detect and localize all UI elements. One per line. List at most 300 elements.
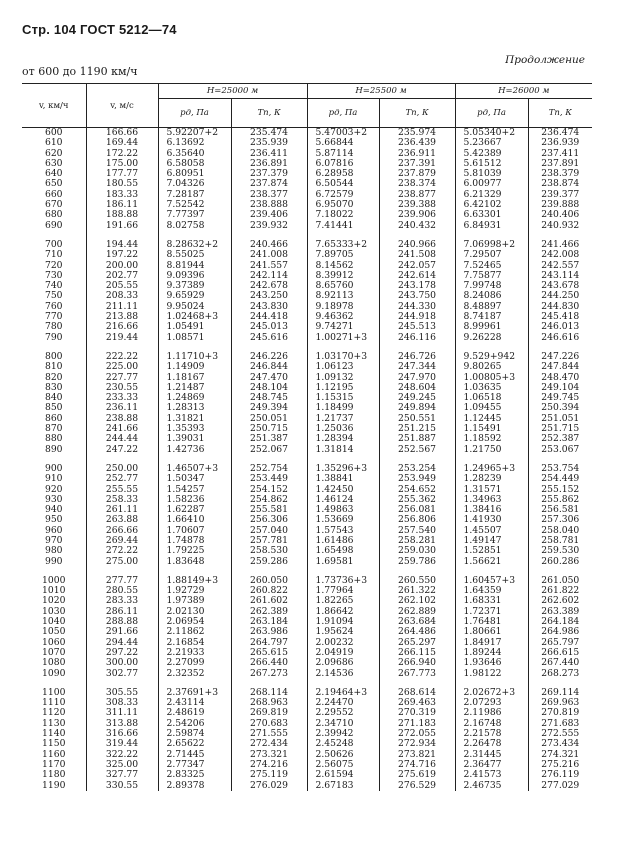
cell-temp-25000: 238.377 [231,190,307,200]
cell-speed-ms: 263.88 [86,515,158,525]
cell-pressure-26000: 1.68331 [455,596,528,606]
cell-pressure-25000: 1.79225 [158,546,231,556]
cell-temp-25500: 273.821 [379,750,455,760]
cell-temp-25000: 243.830 [231,302,307,312]
cell-temp-26000: 243.678 [528,281,592,291]
cell-temp-26000: 238.874 [528,179,592,189]
cell-speed-kmh: 1120 [42,707,66,719]
cell-pressure-26000: 1.72371 [455,607,528,617]
cell-speed-kmh: 900 [44,462,63,474]
cell-temp-25000: 265.615 [231,648,307,658]
cell-temp-25000: 236.891 [231,159,307,169]
cell-pressure-25000: 7.28187 [158,190,231,200]
cell-speed-kmh: 1050 [42,626,66,638]
cell-speed-ms: 205.55 [86,281,158,291]
cell-pressure-25500: 2.56075 [307,760,379,770]
cell-pressure-26000: 7.29507 [455,250,528,260]
cell-temp-25000: 267.273 [231,669,307,679]
cell-temp-25000: 248.104 [231,383,307,393]
cell-temp-25500: 258.281 [379,536,455,546]
cell-pressure-25500: 1.61486 [307,536,379,546]
cell-temp-26000: 275.216 [528,760,592,770]
cell-temp-26000: 254.449 [528,474,592,484]
cell-speed-kmh: 690 [44,219,63,231]
cell-pressure-25500: 5.87114 [307,149,379,159]
cell-pressure-26000: 1.93646 [455,658,528,668]
cell-temp-26000: 248.470 [528,373,592,383]
cell-speed-ms: 211.11 [86,302,158,312]
cell-pressure-25500: 1.38841 [307,474,379,484]
cell-temp-25500: 236.439 [379,138,455,148]
cell-temp-25500: 264.486 [379,627,455,637]
cell-speed-kmh: 1010 [42,585,66,597]
cell-temp-25000: 241.008 [231,250,307,260]
table-row [22,333,592,343]
cell-speed-ms: 311.11 [86,708,158,718]
cell-speed-kmh: 1030 [42,605,66,617]
cell-pressure-25000: 1.31821 [158,414,231,424]
cell-pressure-25000: 6.35640 [158,149,231,159]
cell-pressure-25000: 2.27099 [158,658,231,668]
cell-pressure-25000: 1.18167 [158,373,231,383]
cell-temp-26000: 241.466 [528,240,592,250]
cell-pressure-25000: 2.59874 [158,729,231,739]
col-header-temperature: Tп, К [231,99,307,128]
cell-speed-kmh: 990 [44,555,63,567]
cell-pressure-26000: 6.00977 [455,179,528,189]
cell-temp-25000: 244.418 [231,312,307,322]
cell-temp-25000: 235.939 [231,138,307,148]
cell-speed-kmh: 710 [44,249,63,261]
cell-pressure-25500: 2.24470 [307,698,379,708]
cell-pressure-25000: 1.24869 [158,393,231,403]
cell-pressure-26000: 5.05340+2 [455,128,528,139]
cell-temp-26000: 261.050 [528,576,592,586]
cell-pressure-26000: 1.76481 [455,617,528,627]
cell-temp-25500: 237.879 [379,169,455,179]
cell-pressure-25500: 6.07816 [307,159,379,169]
col-header-v-ms: v, м/с [86,84,158,128]
cell-temp-25000: 268.114 [231,688,307,698]
cell-temp-25000: 239.406 [231,210,307,220]
cell-pressure-25000: 7.77397 [158,210,231,220]
cell-pressure-25500: 6.28958 [307,169,379,179]
cell-pressure-26000: 8.24086 [455,291,528,301]
cell-pressure-26000: 5.61512 [455,159,528,169]
cell-pressure-25500: 2.39942 [307,729,379,739]
cell-speed-kmh: 610 [44,137,63,149]
cell-temp-25000: 245.616 [231,333,307,343]
table-row [22,362,592,372]
cell-temp-25500: 245.513 [379,322,455,332]
cell-speed-kmh: 600 [44,127,63,138]
cell-speed-ms: 219.44 [86,333,158,343]
cell-temp-25500: 247.344 [379,362,455,372]
table-row [22,658,592,668]
cell-speed-kmh: 1100 [42,686,66,698]
cell-pressure-25000: 1.02468+3 [158,312,231,322]
cell-speed-ms: 197.22 [86,250,158,260]
cell-speed-kmh: 1180 [42,769,66,781]
cell-pressure-25500: 1.21737 [307,414,379,424]
cell-pressure-26000: 1.24965+3 [455,464,528,474]
cell-temp-25000: 271.555 [231,729,307,739]
cell-speed-ms: 266.66 [86,526,158,536]
cell-pressure-25000: 2.71445 [158,750,231,760]
cell-pressure-25500: 6.72579 [307,190,379,200]
cell-temp-26000: 258.040 [528,526,592,536]
table-row [22,781,592,791]
cell-temp-25500: 266.940 [379,658,455,668]
cell-pressure-25000: 5.92207+2 [158,128,231,139]
cell-speed-kmh: 1000 [42,574,66,586]
cell-speed-ms: 291.66 [86,627,158,637]
cell-pressure-25000: 7.52542 [158,200,231,210]
cell-pressure-26000: 5.23667 [455,138,528,148]
cell-pressure-26000: 7.99748 [455,281,528,291]
cell-pressure-25500: 1.53669 [307,515,379,525]
cell-temp-26000: 240.932 [528,221,592,231]
cell-speed-kmh: 850 [44,402,63,414]
cell-temp-25000: 240.466 [231,240,307,250]
cell-temp-26000: 246.616 [528,333,592,343]
cell-pressure-26000: 2.07293 [455,698,528,708]
cell-temp-25000: 242.678 [231,281,307,291]
cell-temp-25500: 269.463 [379,698,455,708]
cell-speed-ms: 319.44 [86,739,158,749]
cell-temp-26000: 240.406 [528,210,592,220]
cell-pressure-26000: 2.46735 [455,781,528,791]
cell-temp-25500: 238.374 [379,179,455,189]
cell-temp-26000: 237.411 [528,149,592,159]
cell-temp-25000: 273.321 [231,750,307,760]
cell-speed-ms: 294.44 [86,638,158,648]
cell-speed-ms: 175.00 [86,159,158,169]
cell-pressure-25500: 1.18499 [307,403,379,413]
col-header-temperature: Tп, К [528,99,592,128]
cell-temp-26000: 236.939 [528,138,592,148]
cell-pressure-25500: 1.95624 [307,627,379,637]
cell-pressure-26000: 7.75877 [455,271,528,281]
cell-temp-26000: 250.394 [528,403,592,413]
cell-pressure-25000: 9.09396 [158,271,231,281]
cell-temp-25000: 254.862 [231,495,307,505]
cell-speed-ms: 286.11 [86,607,158,617]
cell-temp-26000: 253.067 [528,445,592,455]
cell-pressure-25000: 1.08571 [158,333,231,343]
cell-pressure-25500: 2.67183 [307,781,379,791]
cell-pressure-25000: 1.50347 [158,474,231,484]
cell-pressure-25500: 1.73736+3 [307,576,379,586]
cell-speed-kmh: 640 [44,168,63,180]
cell-speed-ms: 261.11 [86,505,158,515]
cell-temp-26000: 268.273 [528,669,592,679]
cell-temp-25500: 238.877 [379,190,455,200]
cell-pressure-26000: 9.26228 [455,333,528,343]
cell-speed-kmh: 930 [44,493,63,505]
cell-speed-kmh: 880 [44,433,63,445]
cell-pressure-26000: 1.49147 [455,536,528,546]
cell-temp-25500: 268.614 [379,688,455,698]
cell-temp-25500: 263.684 [379,617,455,627]
cell-pressure-25000: 8.55025 [158,250,231,260]
cell-pressure-25500: 7.89705 [307,250,379,260]
cell-speed-ms: 183.33 [86,190,158,200]
cell-temp-26000: 264.986 [528,627,592,637]
cell-temp-25000: 237.874 [231,179,307,189]
cell-temp-25500: 254.652 [379,485,455,495]
cell-temp-25000: 275.119 [231,770,307,780]
cell-pressure-26000: 2.31445 [455,750,528,760]
cell-temp-25500: 248.604 [379,383,455,393]
cell-pressure-26000: 1.80661 [455,627,528,637]
cell-pressure-25000: 6.13692 [158,138,231,148]
cell-temp-25000: 270.683 [231,719,307,729]
cell-pressure-26000: 7.52465 [455,261,528,271]
cell-temp-25500: 242.614 [379,271,455,281]
cell-pressure-26000: 1.84917 [455,638,528,648]
cell-pressure-25000: 2.48619 [158,708,231,718]
cell-speed-ms: 227.77 [86,373,158,383]
cell-temp-25000: 236.411 [231,149,307,159]
cell-temp-25500: 242.057 [379,261,455,271]
cell-pressure-25500: 2.09686 [307,658,379,668]
cell-temp-25500: 243.750 [379,291,455,301]
cell-speed-ms: 308.33 [86,698,158,708]
cell-temp-25500: 250.551 [379,414,455,424]
cell-pressure-26000: 1.12445 [455,414,528,424]
cell-pressure-25500: 5.47003+2 [307,128,379,139]
cell-temp-26000: 257.306 [528,515,592,525]
cell-pressure-25000: 1.70607 [158,526,231,536]
cell-temp-25500: 244.918 [379,312,455,322]
cell-temp-25500: 256.806 [379,515,455,525]
cell-temp-25000: 254.152 [231,485,307,495]
cell-speed-ms: 216.66 [86,322,158,332]
cell-pressure-25000: 2.54206 [158,719,231,729]
cell-pressure-25000: 1.83648 [158,557,231,567]
cell-pressure-25500: 7.18022 [307,210,379,220]
cell-temp-25000: 268.963 [231,698,307,708]
cell-temp-25000: 235.474 [231,128,307,139]
cell-temp-25500: 262.102 [379,596,455,606]
cell-temp-25500: 272.934 [379,739,455,749]
cell-temp-25000: 258.530 [231,546,307,556]
cell-pressure-25500: 8.65760 [307,281,379,291]
cell-temp-26000: 262.602 [528,596,592,606]
cell-pressure-25000: 1.46507+3 [158,464,231,474]
cell-speed-ms: 305.55 [86,688,158,698]
cell-temp-26000: 267.440 [528,658,592,668]
cell-speed-ms: 233.33 [86,393,158,403]
cell-pressure-25000: 2.37691+3 [158,688,231,698]
cell-speed-kmh: 910 [44,473,63,485]
cell-pressure-26000: 8.74187 [455,312,528,322]
cell-pressure-25000: 9.95024 [158,302,231,312]
cell-speed-kmh: 650 [44,178,63,190]
cell-temp-25000: 246.226 [231,352,307,362]
cell-temp-25000: 252.754 [231,464,307,474]
cell-pressure-26000: 1.89244 [455,648,528,658]
cell-pressure-25000: 2.77347 [158,760,231,770]
cell-pressure-25000: 6.80951 [158,169,231,179]
cell-pressure-25000: 2.89378 [158,781,231,791]
cell-temp-26000: 239.377 [528,190,592,200]
cell-pressure-26000: 6.84931 [455,221,528,231]
cell-speed-ms: 202.77 [86,271,158,281]
cell-pressure-26000: 8.48897 [455,302,528,312]
cell-pressure-25500: 1.03170+3 [307,352,379,362]
atmosphere-table [22,83,592,791]
cell-speed-kmh: 800 [44,350,63,362]
cell-speed-ms: 280.55 [86,586,158,596]
cell-speed-ms: 225.00 [86,362,158,372]
cell-speed-kmh: 1070 [42,646,66,658]
cell-pressure-25000: 2.32352 [158,669,231,679]
cell-pressure-25000: 1.21487 [158,383,231,393]
col-header-pressure: pд, Па [455,99,528,128]
cell-pressure-25000: 9.65929 [158,291,231,301]
cell-temp-25000: 256.306 [231,515,307,525]
cell-speed-kmh: 1060 [42,636,66,648]
cell-pressure-25000: 8.81944 [158,261,231,271]
cell-pressure-25500: 1.57543 [307,526,379,536]
cell-speed-ms: 166.66 [86,128,158,139]
cell-pressure-25000: 1.88149+3 [158,576,231,586]
cell-speed-ms: 325.00 [86,760,158,770]
cell-temp-25000: 249.394 [231,403,307,413]
cell-temp-25000: 257.040 [231,526,307,536]
cell-speed-ms: 177.77 [86,169,158,179]
cell-speed-ms: 200.00 [86,261,158,271]
cell-temp-25000: 250.051 [231,414,307,424]
col-header-v-kmh: v, км/ч [22,84,86,128]
cell-pressure-25000: 2.11862 [158,627,231,637]
cell-temp-25000: 266.440 [231,658,307,668]
cell-speed-ms: 330.55 [86,781,158,791]
cell-speed-kmh: 790 [44,331,63,343]
cell-speed-kmh: 980 [44,545,63,557]
cell-speed-ms: 241.66 [86,424,158,434]
cell-pressure-26000: 6.63301 [455,210,528,220]
cell-temp-26000: 261.822 [528,586,592,596]
cell-speed-kmh: 860 [44,412,63,424]
cell-temp-26000: 255.862 [528,495,592,505]
cell-temp-25500: 262.889 [379,607,455,617]
cell-speed-kmh: 810 [44,361,63,373]
cell-speed-ms: 297.22 [86,648,158,658]
cell-speed-kmh: 950 [44,514,63,526]
cell-pressure-25500: 6.50544 [307,179,379,189]
cell-speed-ms: 269.44 [86,536,158,546]
cell-speed-kmh: 780 [44,321,63,333]
cell-speed-kmh: 740 [44,280,63,292]
cell-temp-26000: 260.286 [528,557,592,567]
cell-pressure-26000: 5.81039 [455,169,528,179]
cell-temp-25500: 246.116 [379,333,455,343]
cell-speed-kmh: 840 [44,392,63,404]
cell-speed-kmh: 760 [44,300,63,312]
cell-temp-26000: 277.029 [528,781,592,791]
cell-pressure-25000: 2.16854 [158,638,231,648]
cell-pressure-26000: 2.21578 [455,729,528,739]
cell-pressure-26000: 2.02672+3 [455,688,528,698]
cell-temp-25500: 239.388 [379,200,455,210]
cell-speed-kmh: 830 [44,381,63,393]
col-header-temperature: Tп, К [379,99,455,128]
cell-temp-25500: 253.254 [379,464,455,474]
cell-temp-25000: 269.819 [231,708,307,718]
cell-temp-26000: 263.389 [528,607,592,617]
cell-temp-26000: 252.387 [528,434,592,444]
cell-pressure-26000: 9.80265 [455,362,528,372]
cell-pressure-25500: 6.95070 [307,200,379,210]
cell-temp-25500: 259.786 [379,557,455,567]
cell-temp-26000: 264.184 [528,617,592,627]
cell-speed-ms: 169.44 [86,138,158,148]
cell-pressure-25500: 1.86642 [307,607,379,617]
cell-speed-ms: 208.33 [86,291,158,301]
cell-temp-25500: 240.432 [379,221,455,231]
cell-temp-26000: 243.114 [528,271,592,281]
cell-temp-25500: 249.245 [379,393,455,403]
continuation-label: Продолжение [505,54,585,66]
cell-pressure-26000: 6.21329 [455,190,528,200]
cell-pressure-25500: 1.82265 [307,596,379,606]
cell-speed-ms: 194.44 [86,240,158,250]
cell-speed-kmh: 700 [44,238,63,250]
cell-pressure-25000: 1.92729 [158,586,231,596]
cell-pressure-25500: 9.46362 [307,312,379,322]
cell-speed-kmh: 1110 [42,697,66,709]
cell-speed-ms: 238.88 [86,414,158,424]
cell-temp-25000: 237.379 [231,169,307,179]
cell-speed-kmh: 1170 [42,758,66,770]
table-row [22,445,592,455]
cell-temp-26000: 253.754 [528,464,592,474]
cell-temp-25500: 237.391 [379,159,455,169]
cell-pressure-25500: 1.28394 [307,434,379,444]
cell-speed-ms: 250.00 [86,464,158,474]
cell-pressure-25000: 1.14909 [158,362,231,372]
cell-temp-25000: 255.581 [231,505,307,515]
cell-speed-ms: 186.11 [86,200,158,210]
cell-temp-25500: 247.970 [379,373,455,383]
cell-temp-26000: 236.474 [528,128,592,139]
cell-temp-25000: 239.932 [231,221,307,231]
cell-speed-kmh: 660 [44,188,63,200]
cell-pressure-25500: 2.00232 [307,638,379,648]
cell-speed-ms: 244.44 [86,434,158,444]
cell-pressure-26000: 1.34963 [455,495,528,505]
cell-speed-kmh: 1140 [42,728,66,740]
cell-temp-25500: 256.081 [379,505,455,515]
cell-temp-25000: 276.029 [231,781,307,791]
cell-speed-kmh: 870 [44,423,63,435]
cell-temp-25500: 251.887 [379,434,455,444]
cell-pressure-25000: 2.02130 [158,607,231,617]
cell-temp-25500: 246.726 [379,352,455,362]
cell-temp-26000: 246.013 [528,322,592,332]
cell-temp-25000: 274.216 [231,760,307,770]
table-row [22,221,592,231]
cell-temp-26000: 249.104 [528,383,592,393]
cell-pressure-25500: 1.35296+3 [307,464,379,474]
cell-temp-26000: 251.051 [528,414,592,424]
cell-temp-26000: 258.781 [528,536,592,546]
cell-speed-ms: 313.88 [86,719,158,729]
col-header-altitude-25500: H=25500 м [307,84,455,99]
